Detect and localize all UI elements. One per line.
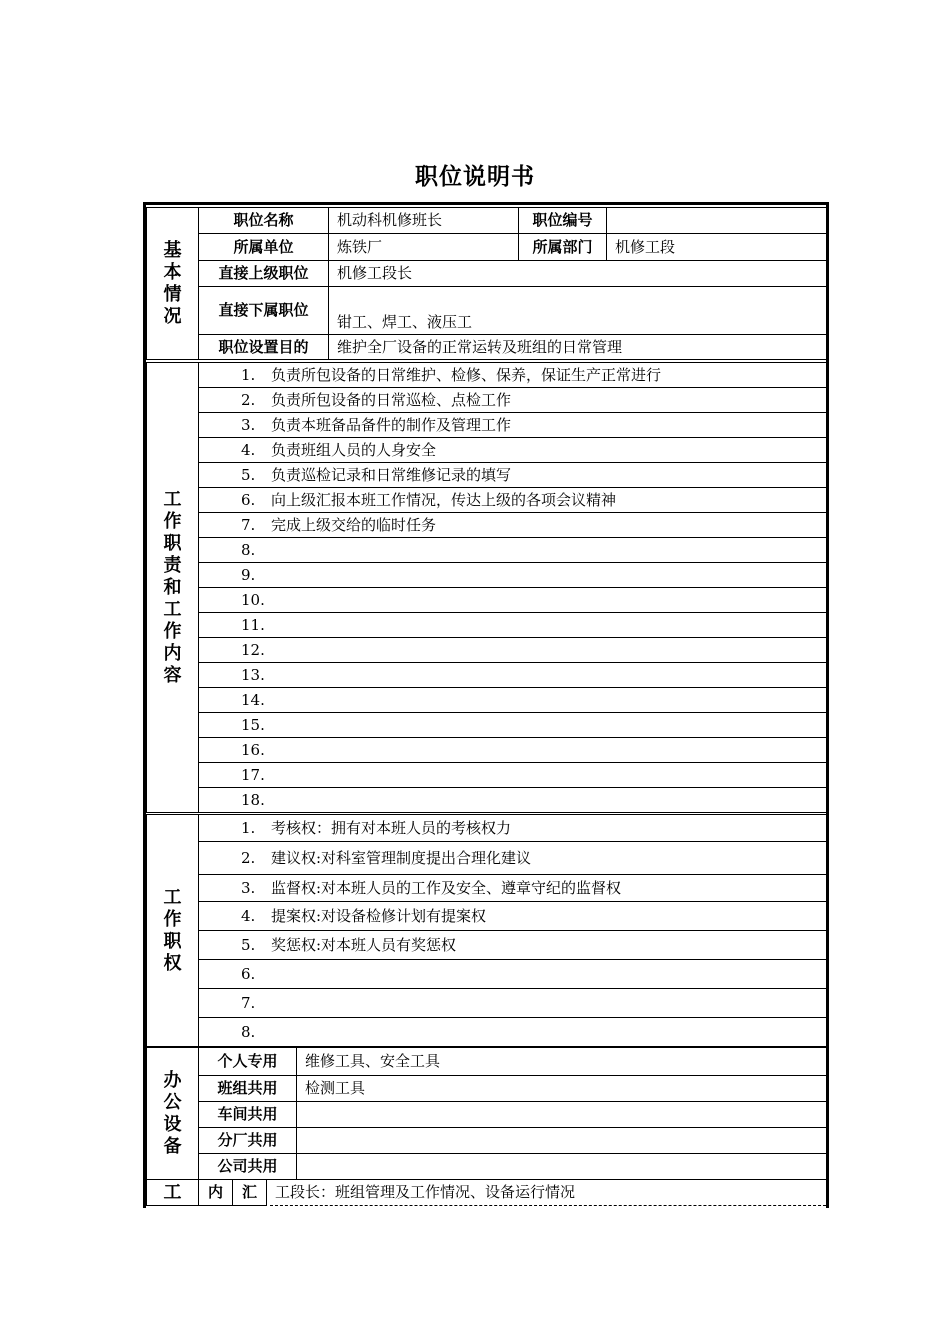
equipment-value: 维修工具、安全工具 [297, 1048, 827, 1076]
basic-info-table [146, 207, 827, 360]
duties-item [199, 388, 827, 413]
authority-item [199, 815, 827, 842]
relations-sub1: 内 [199, 1180, 233, 1206]
duties-item-text: 完成上级交给的临时任务 [271, 515, 437, 534]
position-code-label: 职位编号 [519, 208, 607, 234]
duties-item-number: 15. [241, 715, 265, 734]
authority-item [199, 960, 827, 989]
authority-item-number: 5. [241, 935, 256, 954]
authority-row [147, 815, 827, 842]
duties-item [199, 788, 827, 813]
section-duties: 工作职责和工作内容 [147, 363, 199, 813]
duties-item-number: 8. [241, 540, 256, 559]
equipment-row [147, 1048, 827, 1076]
duties-item [199, 413, 827, 438]
duties-row [147, 763, 827, 788]
dept-label: 所属部门 [519, 234, 607, 261]
duties-item [199, 438, 827, 463]
section-equipment: 办公设备 [147, 1048, 199, 1180]
duties-item-number: 7. [241, 515, 256, 534]
equipment-label: 个人专用 [199, 1048, 297, 1076]
duties-row [147, 513, 827, 538]
duties-item [199, 713, 827, 738]
duties-row [147, 413, 827, 438]
authority-item-text: 奖惩权:对本班人员有奖惩权 [271, 935, 457, 954]
relations-sub2: 汇 [233, 1180, 267, 1206]
duties-row [147, 588, 827, 613]
duties-row [147, 488, 827, 513]
authority-row [147, 960, 827, 989]
authority-row [147, 989, 827, 1018]
equipment-label: 分厂共用 [199, 1128, 297, 1154]
duties-item-number: 11. [241, 615, 265, 634]
section-authority: 工作职权 [147, 815, 199, 1047]
equipment-value [297, 1102, 827, 1128]
unit-value: 炼铁厂 [329, 234, 519, 261]
duties-item-text: 负责所包设备的日常巡检、点检工作 [271, 390, 512, 409]
authority-item [199, 1018, 827, 1047]
subordinate-value: 钳工、焊工、液压工 [329, 287, 827, 335]
equipment-label: 班组共用 [199, 1076, 297, 1102]
authority-item-text: 考核权：拥有对本班人员的考核权力 [271, 818, 512, 837]
authority-item [199, 989, 827, 1018]
equipment-value [297, 1128, 827, 1154]
duties-item-number: 18. [241, 790, 265, 809]
relations-value: 工段长：班组管理及工作情况、设备运行情况 [267, 1180, 827, 1206]
duties-item [199, 588, 827, 613]
authority-item-number: 2. [241, 848, 256, 867]
duties-item-text: 负责班组人员的人身安全 [271, 440, 437, 459]
unit-label: 所属单位 [199, 234, 329, 261]
duties-item-number: 4. [241, 440, 256, 459]
position-name-value: 机动科机修班长 [329, 208, 519, 234]
authority-item [199, 875, 827, 902]
duties-item-number: 13. [241, 665, 265, 684]
duties-row [147, 438, 827, 463]
duties-item-number: 17. [241, 765, 265, 784]
authority-item [199, 931, 827, 960]
authority-item-number: 8. [241, 1022, 256, 1041]
dashed-divider [270, 1205, 826, 1206]
duties-row [147, 788, 827, 813]
duties-item-text: 负责所包设备的日常维护、检修、保养，保证生产正常进行 [271, 365, 662, 384]
equipment-value: 检测工具 [297, 1076, 827, 1102]
duties-item-number: 6. [241, 490, 256, 509]
purpose-value: 维护全厂设备的正常运转及班组的日常管理 [329, 335, 827, 360]
document-title: 职位说明书 [415, 164, 535, 190]
duties-item [199, 763, 827, 788]
duties-row [147, 388, 827, 413]
authority-item [199, 902, 827, 931]
authority-item-text: 提案权:对设备检修计划有提案权 [271, 906, 487, 925]
duties-row [147, 563, 827, 588]
position-name-label: 职位名称 [199, 208, 329, 234]
duties-row [147, 738, 827, 763]
superior-label: 直接上级职位 [199, 261, 329, 287]
dept-value: 机修工段 [607, 234, 827, 261]
equipment-row [147, 1076, 827, 1102]
section-basic: 基本情况 [147, 208, 199, 360]
duties-item [199, 463, 827, 488]
duties-item [199, 738, 827, 763]
equipment-row [147, 1154, 827, 1180]
duties-item [199, 688, 827, 713]
authority-table [146, 814, 827, 1047]
duties-item-number: 16. [241, 740, 265, 759]
duties-item [199, 638, 827, 663]
duties-item-number: 3. [241, 415, 256, 434]
duties-item [199, 363, 827, 388]
purpose-label: 职位设置目的 [199, 335, 329, 360]
duties-row [147, 688, 827, 713]
authority-item-number: 3. [241, 878, 256, 897]
section-relations: 工 [147, 1180, 199, 1206]
equipment-value [297, 1154, 827, 1180]
authority-item-number: 4. [241, 906, 256, 925]
duties-item-number: 5. [241, 465, 256, 484]
duties-item-text: 负责巡检记录和日常维修记录的填写 [271, 465, 512, 484]
position-code-value [607, 208, 827, 234]
duties-item-number: 1. [241, 365, 256, 384]
equipment-label: 车间共用 [199, 1102, 297, 1128]
authority-row [147, 1018, 827, 1047]
authority-item-number: 6. [241, 964, 256, 983]
authority-item-number: 1. [241, 818, 256, 837]
duties-item-text: 向上级汇报本班工作情况，传达上级的各项会议精神 [271, 490, 617, 509]
duties-row [147, 613, 827, 638]
duties-row [147, 713, 827, 738]
duties-row [147, 363, 827, 388]
duties-item-number: 2. [241, 390, 256, 409]
duties-item-number: 10. [241, 590, 265, 609]
authority-item-text: 建议权:对科室管理制度提出合理化建议 [271, 848, 532, 867]
duties-row [147, 538, 827, 563]
equipment-table [146, 1047, 827, 1180]
duties-item-number: 12. [241, 640, 265, 659]
duties-row [147, 463, 827, 488]
duties-item-text: 负责本班备品备件的制作及管理工作 [271, 415, 512, 434]
authority-item-text: 监督权:对本班人员的工作及安全、遵章守纪的监督权 [271, 878, 622, 897]
duties-item [199, 663, 827, 688]
superior-value: 机修工段长 [329, 261, 827, 287]
duties-item-number: 9. [241, 565, 256, 584]
equipment-row [147, 1102, 827, 1128]
duties-item [199, 613, 827, 638]
authority-row [147, 842, 827, 875]
authority-row [147, 931, 827, 960]
equipment-row [147, 1128, 827, 1154]
duties-item-number: 14. [241, 690, 265, 709]
duties-item [199, 488, 827, 513]
duties-row [147, 638, 827, 663]
subordinate-label: 直接下属职位 [199, 287, 329, 335]
equipment-label: 公司共用 [199, 1154, 297, 1180]
duties-table [146, 362, 827, 813]
duties-row [147, 663, 827, 688]
authority-item-number: 7. [241, 993, 256, 1012]
duties-item [199, 513, 827, 538]
authority-row [147, 902, 827, 931]
authority-item [199, 842, 827, 875]
duties-item [199, 538, 827, 563]
duties-item [199, 563, 827, 588]
relations-table [146, 1179, 827, 1206]
authority-row [147, 875, 827, 902]
